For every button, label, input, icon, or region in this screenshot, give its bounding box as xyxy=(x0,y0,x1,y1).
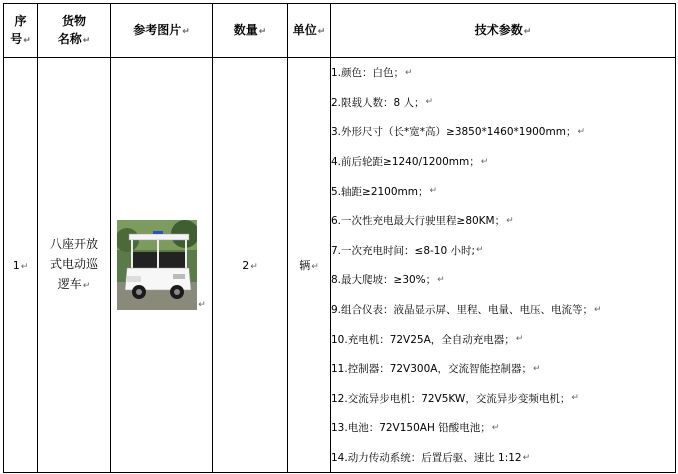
header-image-label: 参考图片 xyxy=(133,22,182,37)
header-row xyxy=(4,4,676,58)
paragraph-mark: ↵ xyxy=(491,422,500,433)
header-goods xyxy=(38,4,111,58)
spec-line xyxy=(331,443,675,473)
spec-line xyxy=(331,413,675,443)
paragraph-mark: ↵ xyxy=(82,35,91,46)
header-goods-top: 货物 xyxy=(61,13,86,28)
paragraph-mark: ↵ xyxy=(405,67,413,78)
table-row xyxy=(4,58,676,473)
spec-text: 5.轴距≥2100mm； xyxy=(331,185,429,198)
paragraph-mark: ↵ xyxy=(429,186,438,197)
header-seq-bottom: 号 xyxy=(10,31,23,46)
paragraph-mark: ↵ xyxy=(532,363,541,374)
paragraph-mark: ↵ xyxy=(250,261,258,272)
spec-text: 6.一次性充电最大行驶里程≥80KM； xyxy=(331,215,506,228)
spec-text: 3.外形尺寸（长*宽*高）≥3850*1460*1900mm； xyxy=(331,126,577,139)
row-image xyxy=(111,58,213,473)
spec-line xyxy=(331,206,675,236)
spec-text: 14.动力传动系统：后置后驱、速比 1:12 xyxy=(331,452,522,465)
paragraph-mark: ↵ xyxy=(317,26,326,37)
image-wrapper xyxy=(111,220,212,310)
spec-line xyxy=(331,147,675,177)
spec-text: 9.组合仪表：液晶显示屏、里程、电量、电压、电流等； xyxy=(331,304,594,317)
header-image xyxy=(111,4,213,58)
row-name xyxy=(38,58,111,473)
procurement-spec-table xyxy=(3,3,676,473)
row-qty xyxy=(213,58,288,473)
header-specs xyxy=(331,4,676,58)
row-name-line-2: 式电动巡 xyxy=(49,257,98,272)
paragraph-mark: ↵ xyxy=(20,261,29,272)
paragraph-mark: ↵ xyxy=(594,304,602,315)
paragraph-mark: ↵ xyxy=(571,393,579,404)
spec-text: 10.充电机：72V25A，全自动充电器； xyxy=(331,333,515,346)
spec-line xyxy=(331,265,675,295)
header-qty-label: 数量 xyxy=(233,22,258,37)
spec-line xyxy=(331,176,675,206)
paragraph-mark: ↵ xyxy=(23,35,31,46)
header-unit xyxy=(288,4,331,58)
spec-line xyxy=(331,354,675,384)
row-unit xyxy=(288,58,331,473)
paragraph-mark: ↵ xyxy=(182,26,190,37)
row-specs xyxy=(331,58,676,473)
spec-text: 7.一次充电时间：≤8-10 小时; xyxy=(331,244,476,257)
spec-line xyxy=(331,117,675,147)
spec-text: 4.前后轮距≥1240/1200mm； xyxy=(331,156,480,169)
paragraph-mark: ↵ xyxy=(476,245,484,256)
spec-text: 8.最大爬坡：≥30%； xyxy=(331,274,437,287)
paragraph-mark: ↵ xyxy=(198,300,206,311)
paragraph-mark: ↵ xyxy=(437,274,445,285)
spec-text: 1.颜色：白色； xyxy=(331,67,405,80)
patrol-car-image xyxy=(117,220,197,310)
header-specs-label: 技术参数 xyxy=(474,22,523,37)
spec-text: 2.限载人数：8 人； xyxy=(331,96,425,109)
paragraph-mark: ↵ xyxy=(258,26,267,37)
row-qty-value: 2 xyxy=(242,258,250,272)
paragraph-mark: ↵ xyxy=(506,215,514,226)
spec-text: 11.控制器：72V300A，交流智能控制器； xyxy=(331,363,532,376)
header-seq xyxy=(4,4,38,58)
spec-line xyxy=(331,324,675,354)
paragraph-mark: ↵ xyxy=(311,262,319,273)
paragraph-mark: ↵ xyxy=(425,97,434,108)
row-unit-value: 辆 xyxy=(299,259,311,273)
paragraph-mark: ↵ xyxy=(577,126,585,137)
patrol-car-illustration xyxy=(117,220,197,310)
spec-text: 13.电池：72V150AH 铅酸电池； xyxy=(331,422,491,435)
spec-text: 12.交流异步电机：72V5KW，交流异步变频电机； xyxy=(331,392,571,405)
spec-line xyxy=(331,88,675,118)
spec-line xyxy=(331,58,675,88)
row-seq-value: 1 xyxy=(12,258,20,272)
header-unit-label: 单位 xyxy=(292,22,317,37)
paragraph-mark: ↵ xyxy=(515,334,524,345)
spec-line xyxy=(331,384,675,414)
paragraph-mark: ↵ xyxy=(82,281,91,292)
paragraph-mark: ↵ xyxy=(480,156,489,167)
row-name-line-3: 逻车 xyxy=(57,277,82,292)
header-qty xyxy=(213,4,288,58)
row-name-line-1: 八座开放 xyxy=(49,237,98,252)
paragraph-mark: ↵ xyxy=(523,26,532,37)
header-seq-top: 序 xyxy=(14,13,27,28)
row-seq xyxy=(4,58,38,473)
spec-line xyxy=(331,295,675,325)
header-goods-bottom: 名称 xyxy=(57,31,82,46)
spec-line xyxy=(331,236,675,266)
paragraph-mark: ↵ xyxy=(522,452,531,463)
